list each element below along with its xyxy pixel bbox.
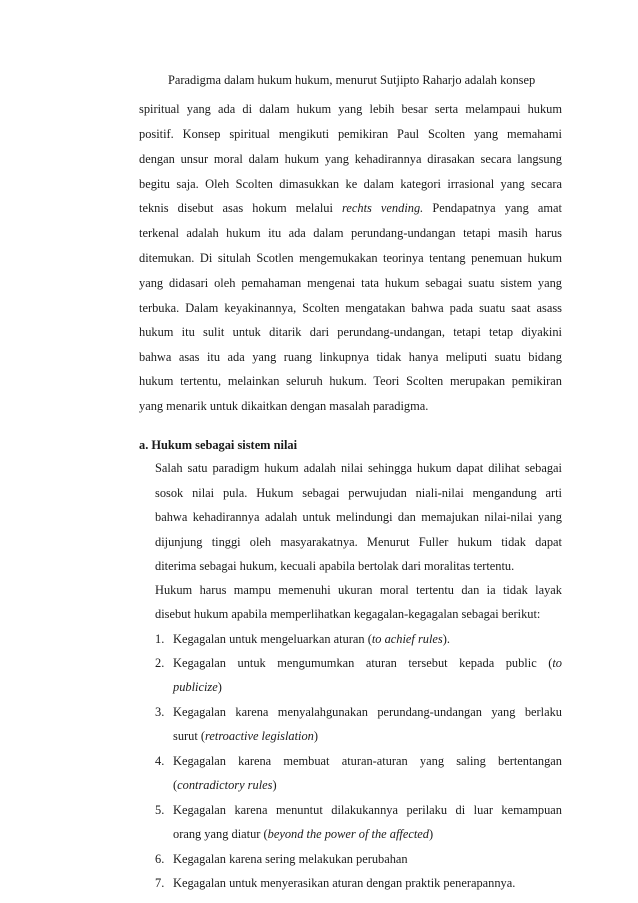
list-text: ) [313, 729, 319, 743]
list-number: 6. [155, 852, 165, 866]
latin-term: contradictory rules [177, 778, 273, 792]
intro-line: hukum tertentu, melainkan seluruh hukum. Teori Scolten merupakan pemikiran [139, 374, 562, 388]
section-title: Hukum sebagai sistem nilai [151, 438, 298, 452]
list-item: Kegagalan untuk menyerasikan aturan dengan praktik penerapannya. [173, 876, 516, 890]
list-number: 2. [155, 656, 165, 670]
section-line: Hukum harus mampu memenuhi ukuran moral tertentu dan ia tidak layak [155, 583, 562, 597]
latin-term: retroactive legislation [205, 729, 314, 743]
intro-text: teknis disebut asas hokum melalui [139, 201, 343, 215]
latin-term: publicize [173, 680, 218, 694]
section-marker: a. [139, 438, 149, 452]
intro-line: terkenal adalah hukum itu ada dalam perundang-undangan tetapi masih harus [139, 226, 562, 240]
list-text: surut ( [173, 729, 206, 743]
list-item [173, 655, 562, 671]
intro-line: spiritual yang ada di dalam hukum yang lebih besar serta melampaui hukum [139, 102, 562, 116]
intro-text: Pendapatnya yang amat [423, 201, 562, 215]
intro-line [139, 200, 562, 216]
list-item [173, 631, 450, 647]
intro-line: ditemukan. Di situlah Scotlen mengemukakan teorinya tentang penemuan hukum [139, 251, 562, 265]
list-item: Kegagalan karena sering melakukan perubahan [173, 852, 408, 866]
intro-line: bahwa asas itu ada yang ruang linkupnya tidak hanya meliputi suatu bidang [139, 350, 562, 364]
intro-line: hukum itu sulit untuk ditarik dari perundang-undangan, tetapi tetap diyakini [139, 325, 562, 339]
list-item: Kegagalan karena menuntut dilakukannya perilaku di luar kemampuan [173, 803, 562, 817]
latin-term: to [552, 656, 562, 670]
intro-line: dengan unsur moral dalam hukum yang kehadirannya dirasakan secara langsung [139, 152, 562, 166]
list-item: Kegagalan karena membuat aturan-aturan yang saling bertentangan [173, 754, 562, 768]
intro-line: Paradigma dalam hukum hukum, menurut Sutjipto Raharjo adalah konsep [168, 73, 536, 87]
list-text: Kegagalan untuk mengumumkan aturan tersebut kepada public ( [173, 656, 553, 670]
list-number: 7. [155, 876, 165, 890]
list-number: 4. [155, 754, 165, 768]
list-item-continuation [173, 777, 277, 793]
list-item-continuation [173, 679, 222, 695]
list-number: 1. [155, 632, 165, 646]
list-number: 5. [155, 803, 165, 817]
section-line: diterima sebagai hukum, kecuali apabila bertolak dari moralitas tertentu. [155, 559, 515, 573]
section-heading [139, 437, 297, 453]
list-item: Kegagalan karena menyalahgunakan perundang-undangan yang berlaku [173, 705, 562, 719]
intro-line: yang didasari oleh pemahaman mengenai tata hukum sebagai suatu sistem yang [139, 276, 562, 290]
section-line: bahwa kehadirannya adalah untuk melindungi dan memajukan nilai-nilai yang [155, 510, 562, 524]
section-line: sosok nilai pula. Hukum sebagai perwujudan niali-nilai mengandung arti [155, 486, 562, 500]
list-item-continuation [173, 826, 433, 842]
intro-line: yang menarik untuk dikaitkan dengan masalah paradigma. [139, 399, 429, 413]
latin-term: to achief rules [371, 632, 443, 646]
list-text: Kegagalan untuk mengeluarkan aturan ( [173, 632, 372, 646]
list-text: ) [272, 778, 277, 792]
intro-line: positif. Konsep spiritual mengikuti pemikiran Paul Scolten yang memahami [139, 127, 562, 141]
list-text: ) [429, 827, 434, 841]
latin-term: beyond the power of the affected [267, 827, 429, 841]
section-line: disebut hukum apabila memperlihatkan kegagalan-kegagalan sebagai berikut: [155, 607, 541, 621]
section-line: Salah satu paradigm hukum adalah nilai sehingga hukum dapat dilihat sebagai [155, 461, 562, 475]
section-line: dijunjung tinggi oleh masyarakatnya. Menurut Fuller hukum tidak dapat [155, 535, 562, 549]
list-number: 3. [155, 705, 165, 719]
list-text: orang yang diatur ( [173, 827, 268, 841]
latin-term: rechts vending. [342, 201, 424, 215]
list-text: ) [217, 680, 222, 694]
list-item-continuation [173, 728, 318, 744]
intro-line: begitu saja. Oleh Scolten dimasukkan ke dalam kategori irrasional yang secara [139, 177, 562, 191]
list-text: ). [442, 632, 450, 646]
list-text: ( [173, 778, 178, 792]
intro-line: terbuka. Dalam keyakinannya, Scolten mengatakan bahwa pada suatu saat asass [139, 301, 562, 315]
